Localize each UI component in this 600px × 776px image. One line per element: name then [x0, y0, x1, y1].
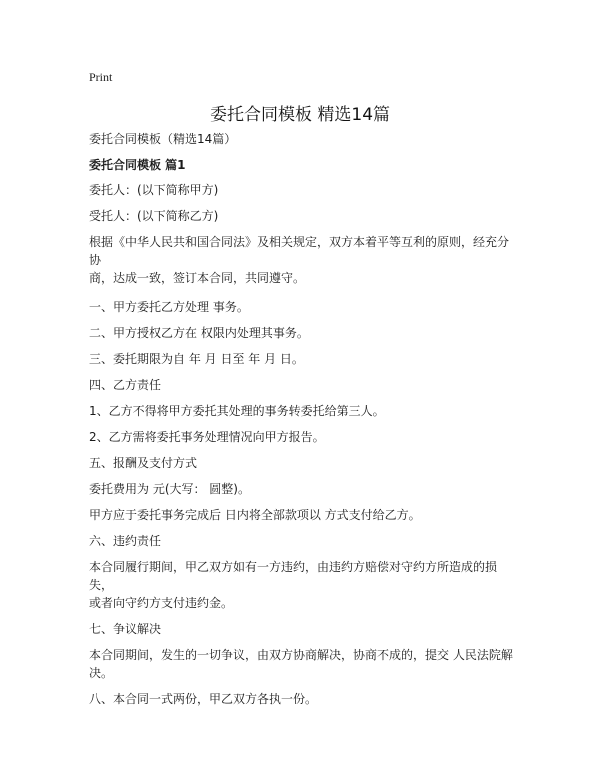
paragraph: 委托人：(以下简称甲方)	[89, 183, 219, 197]
paragraph: 2、乙方需将委托事务处理情况向甲方报告。	[89, 430, 325, 444]
paragraph: 五、报酬及支付方式	[89, 456, 198, 470]
paragraph: 本合同期间，发生的一切争议，由双方协商解决，协商不成的，提交 人民法院解 决。	[89, 648, 513, 680]
paragraph: 七、争议解决	[89, 622, 162, 636]
paragraph: 二、甲方授权乙方在 权限内处理其事务。	[89, 326, 309, 340]
paragraph: 六、违约责任	[89, 534, 162, 548]
document-title: 委托合同模板 精选14篇	[209, 105, 391, 125]
paragraph: 三、委托期限为自 年 月 日至 年 月 日。	[89, 352, 304, 366]
paragraph: 八、本合同一式两份，甲乙双方各执一份。	[89, 692, 318, 706]
paragraph: 根据《中华人民共和国合同法》及相关规定，双方本着平等互利的原则，经充分协 商，达成一致，签订本合同，共同遵守。	[89, 235, 510, 285]
paragraph: 委托合同模板（精选14篇）	[89, 132, 237, 146]
document-body	[89, 130, 519, 708]
paragraph: 1、乙方不得将甲方委托其处理的事务转委托给第三人。	[89, 404, 385, 418]
paragraph: 甲方应于委托事务完成后 日内将全部款项以 方式支付给乙方。	[89, 508, 421, 522]
paragraph: 委托费用为 元(大写： 圆整)。	[89, 482, 250, 496]
paragraph: 一、甲方委托乙方处理 事务。	[89, 300, 249, 314]
print-label: Print	[89, 70, 113, 84]
paragraph: 四、乙方责任	[89, 378, 162, 392]
paragraph: 本合同履行期间，甲乙双方如有一方违约，由违约方赔偿对守约方所造成的损失， 或者向守约方支付违约金。	[89, 560, 498, 610]
section-heading: 委托合同模板 篇1	[89, 158, 186, 172]
paragraph: 受托人：(以下简称乙方)	[89, 209, 219, 223]
